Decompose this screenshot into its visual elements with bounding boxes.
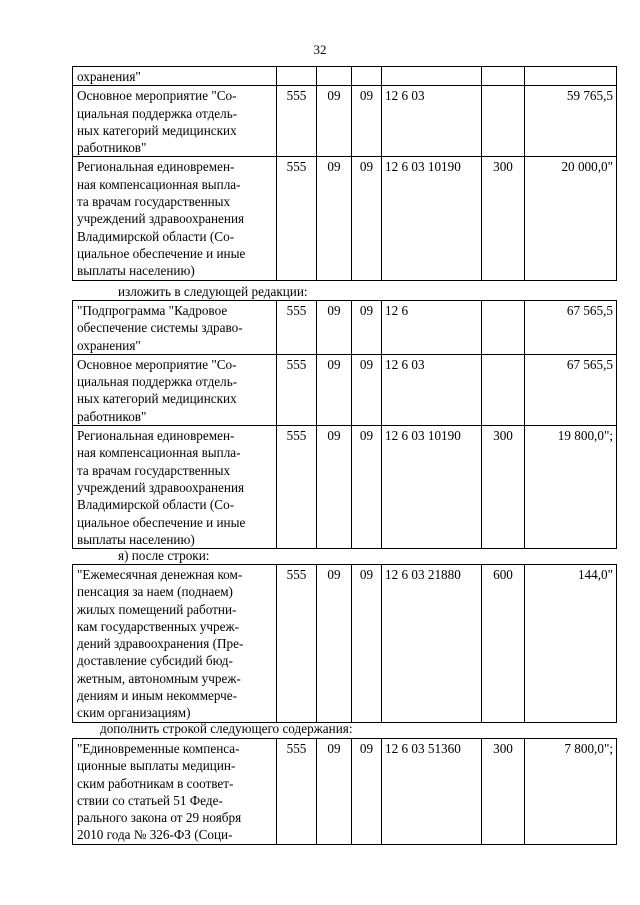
budget-table-block-3 — [72, 564, 617, 723]
subsection-code-cell: 09 — [352, 739, 382, 845]
item-name-cell — [73, 354, 277, 425]
item-name-line: охранения" — [77, 69, 141, 84]
item-name-cell — [73, 157, 277, 280]
budget-table-block-2 — [72, 300, 617, 549]
item-name-line: Владимирской области (Со- — [77, 497, 235, 513]
item-name-line: та врачам государственных — [77, 194, 231, 210]
table-row — [73, 86, 617, 157]
instruction-note: я) после строки: — [118, 548, 210, 563]
item-name-line: "Единовременные компенса- — [77, 741, 240, 756]
item-name-line: циальная поддержка отдель- — [77, 105, 238, 121]
ministry-code-cell: 555 — [277, 157, 317, 280]
table-row — [73, 67, 617, 86]
section-code-cell: 09 — [317, 86, 352, 157]
instruction-note: изложить в следующей редакции: — [118, 284, 308, 299]
item-name-line: Владимирской области (Со- — [77, 228, 235, 244]
subsection-code-cell: 09 — [352, 157, 382, 280]
item-name-line: выплаты населению) — [77, 531, 195, 547]
item-name-line: ная компенсационная выпла- — [77, 445, 241, 461]
instruction-note: дополнить строкой следующего содержания: — [100, 721, 353, 736]
subsection-code-cell: 09 — [352, 354, 382, 425]
target-article-cell: 12 6 03 — [382, 354, 482, 425]
item-name-cell — [73, 565, 277, 723]
target-article-cell: 12 6 03 10190 — [382, 426, 482, 549]
item-name-line: охранения" — [77, 337, 141, 353]
section-code-cell: 09 — [317, 565, 352, 723]
expense-type-cell — [482, 67, 525, 86]
item-name-line: кам государственных учреж- — [77, 618, 239, 634]
item-name-line: ским организациям) — [77, 705, 191, 721]
item-name-line: Региональная единовремен- — [77, 159, 235, 175]
item-name-line: "Подпрограмма "Кадровое — [77, 303, 228, 318]
table-row — [73, 739, 617, 845]
ministry-code-cell: 555 — [277, 565, 317, 723]
item-name-line: выплаты населению) — [77, 263, 195, 279]
table-row — [73, 565, 617, 723]
item-name-line: работников" — [77, 140, 147, 156]
subsection-code-cell: 09 — [352, 565, 382, 723]
expense-type-cell: 300 — [482, 739, 525, 845]
section-code-cell: 09 — [317, 739, 352, 845]
target-article-cell: 12 6 03 — [382, 86, 482, 157]
target-article-cell — [382, 67, 482, 86]
item-name-line: циальное обеспечение и иные — [77, 245, 246, 261]
item-name-line: Основное мероприятие "Со- — [77, 88, 237, 104]
budget-table-block-1 — [72, 66, 617, 281]
item-name-line: жилых помещений работни- — [77, 601, 237, 617]
subsection-code-cell — [352, 67, 382, 86]
expense-type-cell: 300 — [482, 157, 525, 280]
item-name-line: Основное мероприятие "Со- — [77, 356, 237, 372]
item-name-line: учреждений здравоохранения — [77, 479, 245, 495]
section-code-cell — [317, 67, 352, 86]
amount-cell: 59 765,5 — [525, 86, 617, 157]
item-name-line: ским работникам в соответ- — [77, 775, 234, 791]
item-name-line: ционные выплаты медицин- — [77, 758, 236, 774]
section-code-cell: 09 — [317, 301, 352, 355]
ministry-code-cell: 555 — [277, 426, 317, 549]
item-name-cell — [73, 67, 277, 86]
section-code-cell: 09 — [317, 426, 352, 549]
expense-type-cell: 300 — [482, 426, 525, 549]
target-article-cell: 12 6 03 21880 — [382, 565, 482, 723]
section-code-cell: 09 — [317, 157, 352, 280]
subsection-code-cell: 09 — [352, 426, 382, 549]
expense-type-cell — [482, 354, 525, 425]
item-name-line: жетным, автономным учреж- — [77, 670, 241, 686]
subsection-code-cell: 09 — [352, 301, 382, 355]
item-name-line: ствии со статьей 51 Феде- — [77, 792, 223, 808]
amount-cell — [525, 67, 617, 86]
page-number: 32 — [313, 42, 327, 57]
table-row — [73, 354, 617, 425]
item-name-cell — [73, 86, 277, 157]
subsection-code-cell: 09 — [352, 86, 382, 157]
ministry-code-cell: 555 — [277, 86, 317, 157]
item-name-line: обеспечение системы здраво- — [77, 320, 243, 336]
expense-type-cell: 600 — [482, 565, 525, 723]
item-name-cell — [73, 739, 277, 845]
item-name-line: ных категорий медицинских — [77, 122, 237, 138]
amount-cell: 67 565,5 — [525, 354, 617, 425]
target-article-cell: 12 6 03 10190 — [382, 157, 482, 280]
item-name-line: рального закона от 29 ноября — [77, 810, 242, 826]
section-code-cell: 09 — [317, 354, 352, 425]
item-name-line: ных категорий медицинских — [77, 391, 237, 407]
amount-cell: 7 800,0"; — [525, 739, 617, 845]
item-name-line: 2010 года № 326-ФЗ (Соци- — [77, 827, 233, 843]
item-name-line: "Ежемесячная денежная ком- — [77, 567, 243, 582]
item-name-cell — [73, 426, 277, 549]
item-name-line: пенсация за наем (поднаем) — [77, 584, 233, 600]
amount-cell: 144,0" — [525, 565, 617, 723]
ministry-code-cell — [277, 67, 317, 86]
item-name-line: дениям и иным некоммерче- — [77, 688, 238, 704]
amount-cell: 20 000,0" — [525, 157, 617, 280]
target-article-cell: 12 6 — [382, 301, 482, 355]
item-name-line: работников" — [77, 408, 147, 424]
item-name-line: учреждений здравоохранения — [77, 211, 245, 227]
item-name-line: ная компенсационная выпла- — [77, 176, 241, 192]
ministry-code-cell: 555 — [277, 301, 317, 355]
table-row — [73, 157, 617, 280]
ministry-code-cell: 555 — [277, 739, 317, 845]
item-name-cell — [73, 301, 277, 355]
amount-cell: 19 800,0"; — [525, 426, 617, 549]
item-name-line: Региональная единовремен- — [77, 428, 235, 444]
ministry-code-cell: 555 — [277, 354, 317, 425]
amount-cell: 67 565,5 — [525, 301, 617, 355]
item-name-line: доставление субсидий бюд- — [77, 653, 233, 669]
item-name-line: циальное обеспечение и иные — [77, 514, 246, 530]
table-row — [73, 301, 617, 355]
item-name-line: циальная поддержка отдель- — [77, 374, 238, 390]
table-row — [73, 426, 617, 549]
budget-table-block-4 — [72, 738, 617, 845]
target-article-cell: 12 6 03 51360 — [382, 739, 482, 845]
item-name-line: та врачам государственных — [77, 462, 231, 478]
item-name-line: дений здравоохранения (Пре- — [77, 636, 244, 652]
expense-type-cell — [482, 86, 525, 157]
expense-type-cell — [482, 301, 525, 355]
